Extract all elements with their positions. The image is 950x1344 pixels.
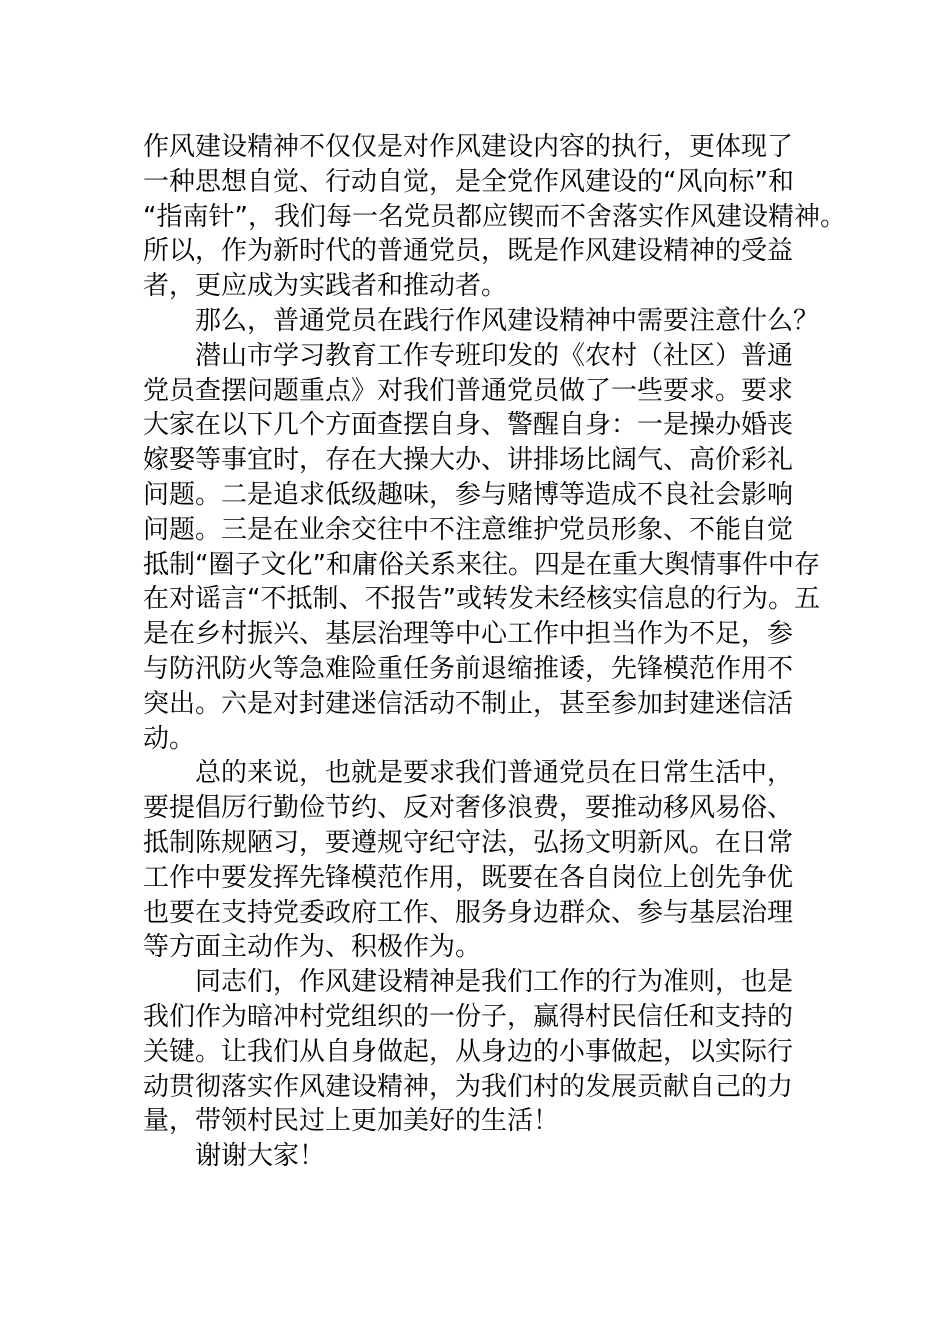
text-line: 动贯彻落实作风建设精神，为我们村的发展贡献自己的力 [143,1071,794,1102]
body-text [143,130,846,1174]
text-line: 抵制“圈子文化”和庸俗关系来往。四是在重大舆情事件中存 [143,549,820,580]
text-line: 与防汛防火等急难险重任务前退缩推诿，先锋模范作用不 [143,653,794,684]
closing-thanks: 谢谢大家！ [195,1141,326,1172]
text-line: 作风建设精神不仅仅是对作风建设内容的执行，更体现了 [143,132,794,162]
text-line: 要提倡厉行勤俭节约、反对奢侈浪费，要推动移风易俗、 [143,793,794,824]
paragraph-question: 那么，普通党员在践行作风建设精神中需要注意什么？ [195,305,820,336]
text-line: 总的来说，也就是要求我们普通党员在日常生活中， [195,758,794,789]
text-line: 量，带领村民过上更加美好的生活！ [143,1106,560,1137]
text-line: 是在乡村振兴、基层治理等中心工作中担当作为不足，参 [143,619,794,650]
text-line: 大家在以下几个方面查摆自身、警醒自身：一是操办婚丧 [143,410,794,441]
text-line: “指南针”，我们每一名党员都应锲而不舍落实作风建设精神。 [143,201,846,232]
text-line: 问题。二是追求低级趣味，参与赌博等造成不良社会影响 [143,479,794,510]
text-line: 在对谣言“不抵制、不报告”或转发未经核实信息的行为。五 [143,584,820,615]
text-line: 同志们，作风建设精神是我们工作的行为准则，也是 [195,967,794,998]
text-line: 一种思想自觉、行动自觉，是全党作风建设的“风向标”和 [143,166,794,197]
text-line: 关键。让我们从自身做起，从身边的小事做起，以实际行 [143,1036,794,1067]
text-line: 等方面主动作为、积极作为。 [143,932,482,963]
text-line: 我们作为暗冲村党组织的一份子，赢得村民信任和支持的 [143,1001,794,1032]
text-line: 也要在支持党委政府工作、服务身边群众、参与基层治理 [143,897,794,928]
text-line: 突出。六是对封建迷信活动不制止，甚至参加封建迷信活 [143,688,794,719]
text-line: 党员查摆问题重点》对我们普通党员做了一些要求。要求 [143,375,794,406]
text-line: 所以，作为新时代的普通党员，既是作风建设精神的受益 [143,236,794,267]
text-line: 抵制陈规陋习，要遵规守纪守法，弘扬文明新风。在日常 [143,827,794,858]
text-line: 嫁娶等事宜时，存在大操大办、讲排场比阔气、高价彩礼 [143,445,794,476]
text-line: 动。 [143,723,196,754]
text-line: 潜山市学习教育工作专班印发的《农村（社区）普通 [195,340,794,371]
text-line: 工作中要发挥先锋模范作用，既要在各自岗位上创先争优 [143,862,794,893]
text-line: 者，更应成为实践者和推动者。 [143,271,508,302]
text-line: 问题。三是在业余交往中不注意维护党员形象、不能自觉 [143,514,794,545]
